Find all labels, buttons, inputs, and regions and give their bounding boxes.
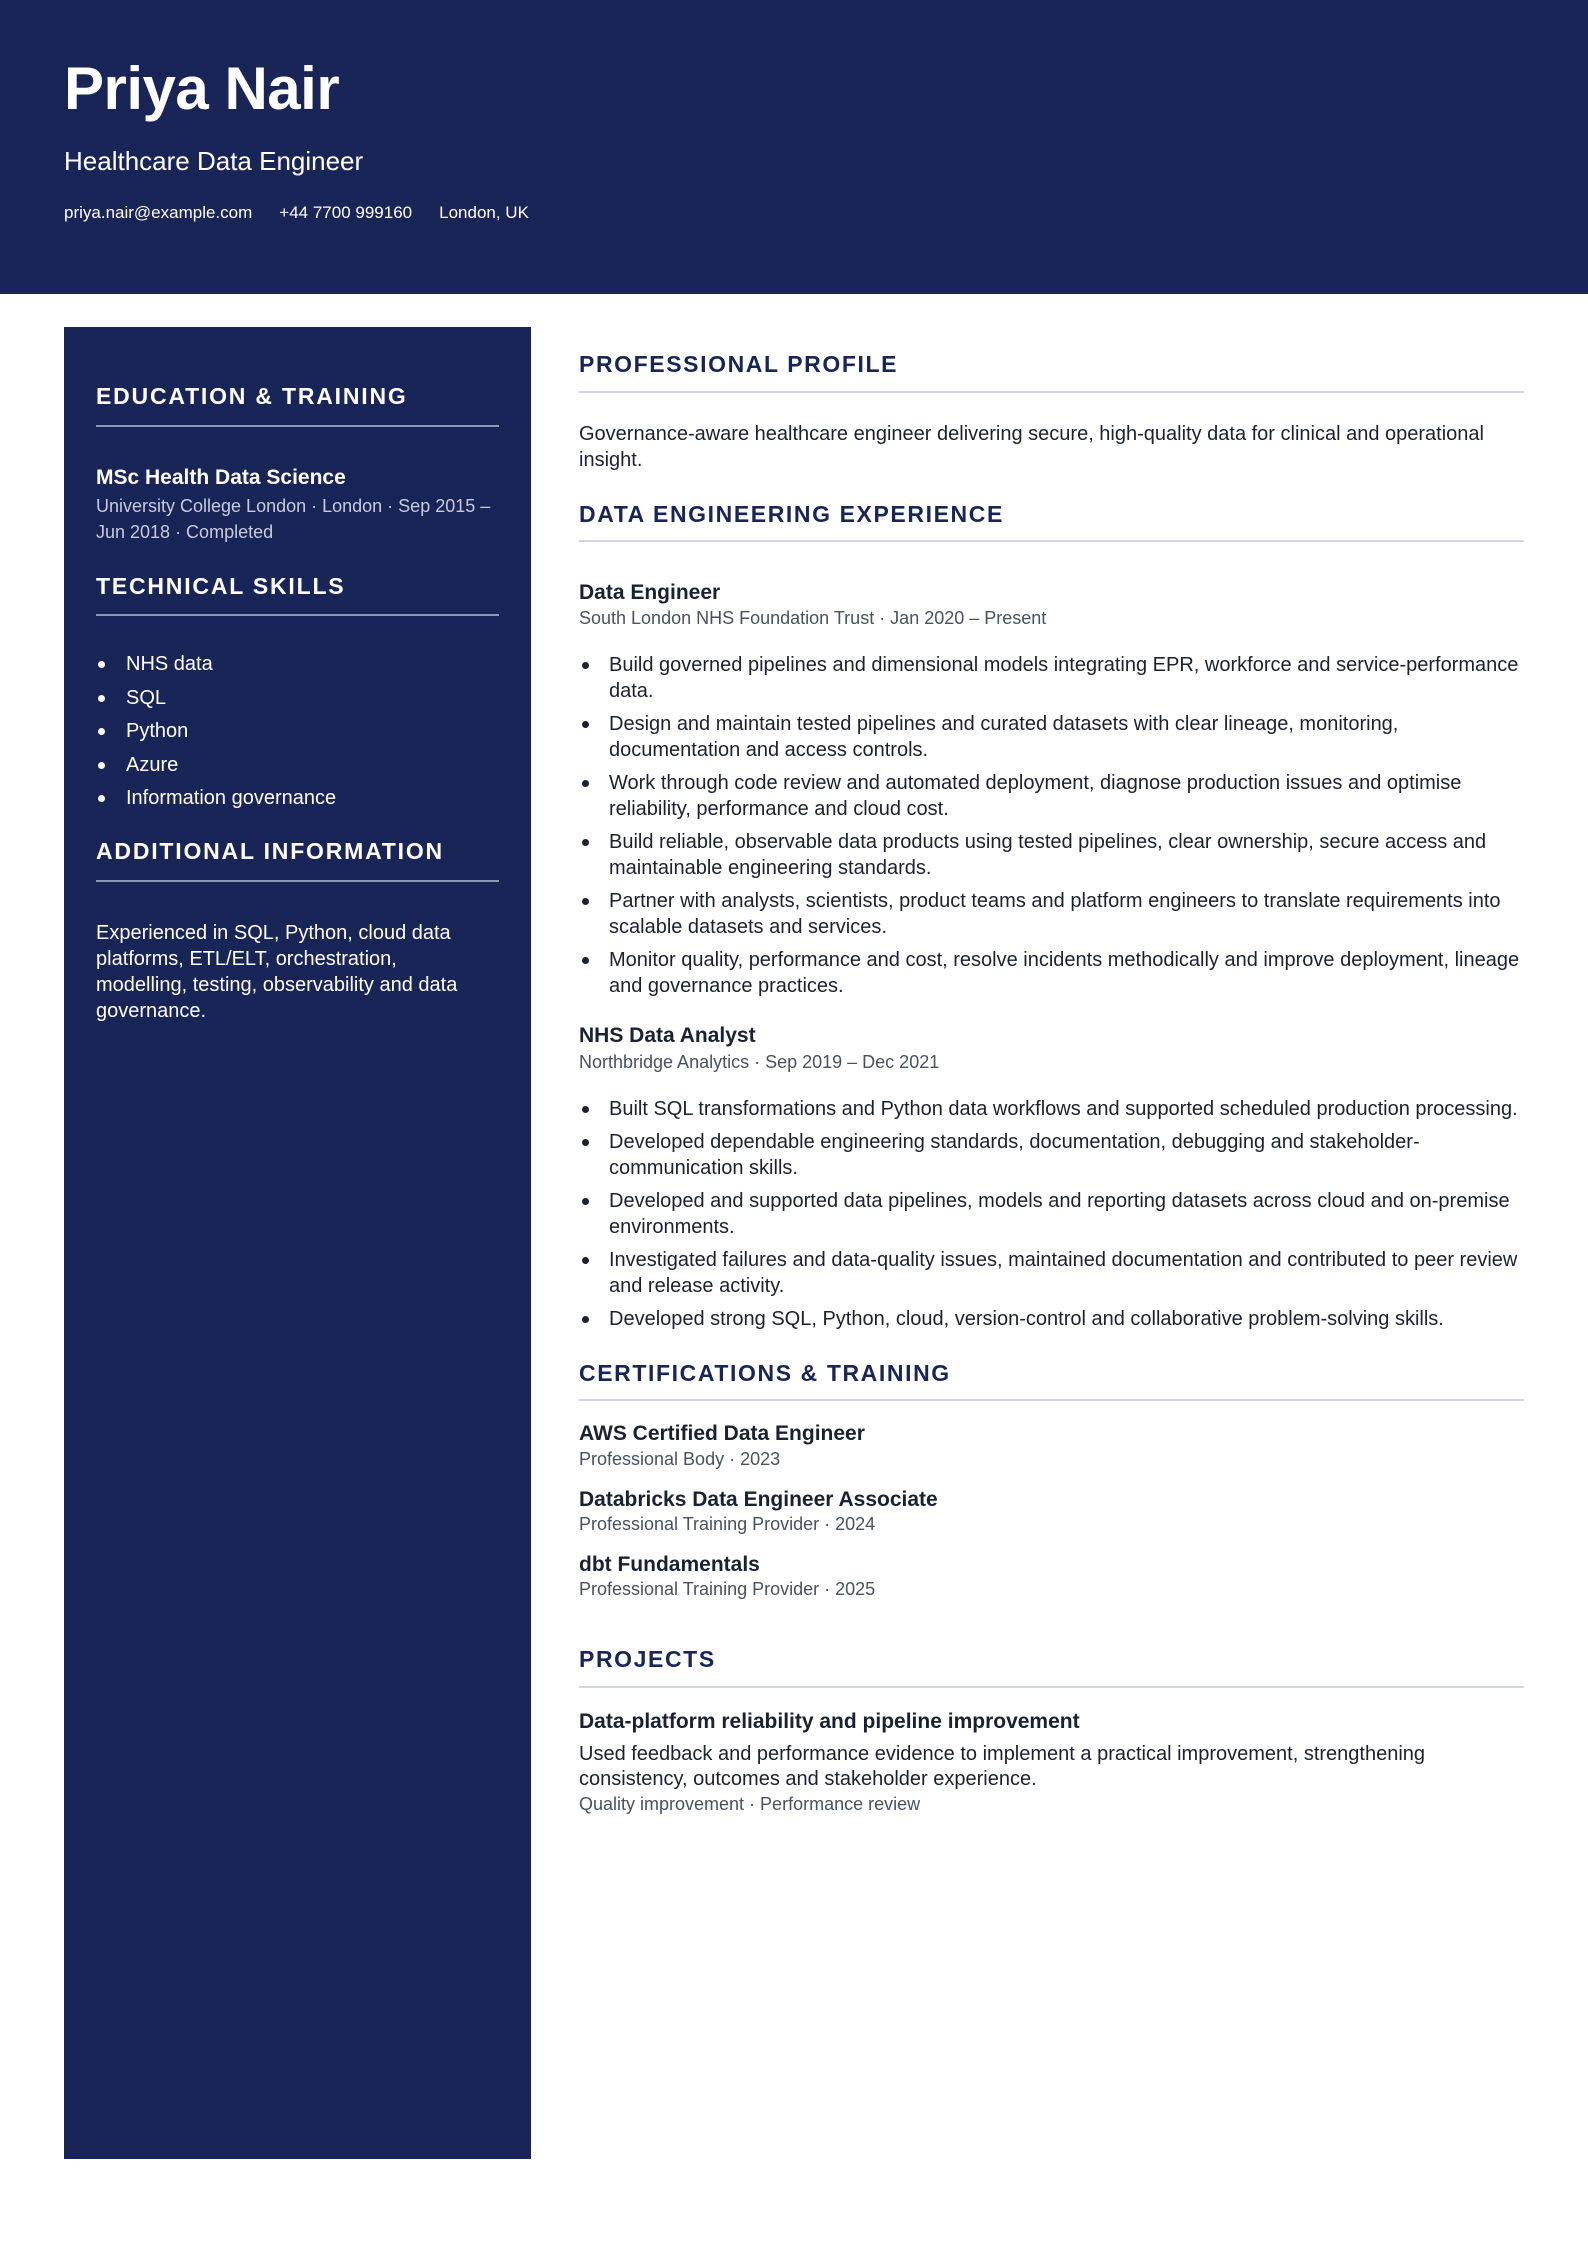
skills-heading: TECHNICAL SKILLS [96,573,499,617]
experience-heading: DATA ENGINEERING EXPERIENCE [579,501,1524,543]
skills-list [96,652,499,810]
certification-entry [579,1552,1524,1600]
education-heading: EDUCATION & TRAINING [96,383,499,427]
education-entry [96,465,499,545]
job-bullet: Partner with analysts, scientists, product teams and platform engineers to translate requirements into scalable datasets and services. [579,888,1524,940]
certification-entry [579,1421,1524,1469]
job-bullet: Design and maintain tested pipelines and curated datasets with clear lineage, monitoring, documentation and access controls. [579,711,1524,763]
project-entry [579,1708,1524,1816]
skill-item: SQL [96,686,499,710]
project-description: Used feedback and performance evidence to implement a practical improvement, strengthening consistency, outcomes and stakeholder experience. [579,1742,1426,1790]
candidate-name: Priya Nair [64,55,340,122]
certification-entry [579,1487,1524,1535]
projects-heading: PROJECTS [579,1646,1524,1688]
job-entry [579,1023,1524,1331]
skill-item: Azure [96,753,499,777]
job-bullet: Built SQL transformations and Python data workflows and supported scheduled production processing. [579,1096,1524,1122]
contact-email: priya.nair@example.com [64,203,253,222]
additional-heading: ADDITIONAL INFORMATION [96,838,499,882]
skill-item: NHS data [96,652,499,676]
sidebar [64,327,531,2159]
experience-section [579,501,1524,1332]
education-section [96,383,499,545]
job-title: NHS Data Analyst [579,1024,756,1048]
contact-location: London, UK [439,203,529,222]
certification-meta: Professional Training Provider · 2025 [579,1579,876,1600]
certifications-heading: CERTIFICATIONS & TRAINING [579,1360,1524,1402]
project-meta: Quality improvement · Performance review [579,1793,921,1814]
certification-title: AWS Certified Data Engineer [579,1422,865,1446]
profile-section [579,351,1524,473]
skill-item: Information governance [96,786,499,810]
profile-heading: PROFESSIONAL PROFILE [579,351,1524,393]
job-meta: Northbridge Analytics · Sep 2019 – Dec 2021 [579,1051,940,1072]
job-bullet: Build governed pipelines and dimensional models integrating EPR, workforce and service-performance data. [579,652,1524,704]
education-meta: University College London · London · Sep 2015 – Jun 2018 · Completed [96,495,491,542]
job-title: Data Engineer [579,581,721,605]
job-bullets [579,1096,1524,1332]
candidate-role: Healthcare Data Engineer [64,146,364,176]
certifications-section [579,1360,1524,1600]
job-bullet: Developed dependable engineering standards, documentation, debugging and stakeholder-communication skills. [579,1129,1524,1181]
skills-section [96,573,499,811]
job-bullet: Work through code review and automated deployment, diagnose production issues and optimise reliability, performance and cloud cost. [579,770,1524,822]
job-bullet: Developed and supported data pipelines, models and reporting datasets across cloud and on-premise environments. [579,1188,1524,1240]
profile-text: Governance-aware healthcare engineer delivering secure, high-quality data for clinical and operational insight. [579,422,1484,471]
certification-meta: Professional Body · 2023 [579,1448,781,1469]
contact-phone: +44 7700 999160 [279,203,413,222]
job-bullet: Monitor quality, performance and cost, resolve incidents methodically and improve deployment, lineage and governance practices. [579,947,1524,999]
additional-section [96,838,499,1024]
skill-item: Python [96,719,499,743]
job-bullets [579,652,1524,999]
education-degree: MSc Health Data Science [96,465,346,489]
resume-header [0,0,1588,294]
projects-section [579,1646,1524,1816]
certification-meta: Professional Training Provider · 2024 [579,1513,876,1534]
additional-text: Experienced in SQL, Python, cloud data platforms, ETL/ELT, orchestration, modelling, testing, observability and data governance. [96,922,458,1023]
project-title: Data-platform reliability and pipeline improvement [579,1709,1080,1733]
certification-title: dbt Fundamentals [579,1552,760,1576]
main-content [579,351,1524,1816]
job-bullet: Developed strong SQL, Python, cloud, version-control and collaborative problem-solving skills. [579,1306,1524,1332]
job-bullet: Build reliable, observable data products using tested pipelines, clear ownership, secure access and maintainable engineering standards. [579,829,1524,881]
job-entry [579,580,1524,999]
job-meta: South London NHS Foundation Trust · Jan 2020 – Present [579,608,1047,629]
job-bullet: Investigated failures and data-quality issues, maintained documentation and contributed to peer review and release activity. [579,1247,1524,1299]
certifications-list [579,1421,1524,1600]
contact-bar [64,203,529,223]
certification-title: Databricks Data Engineer Associate [579,1487,938,1511]
